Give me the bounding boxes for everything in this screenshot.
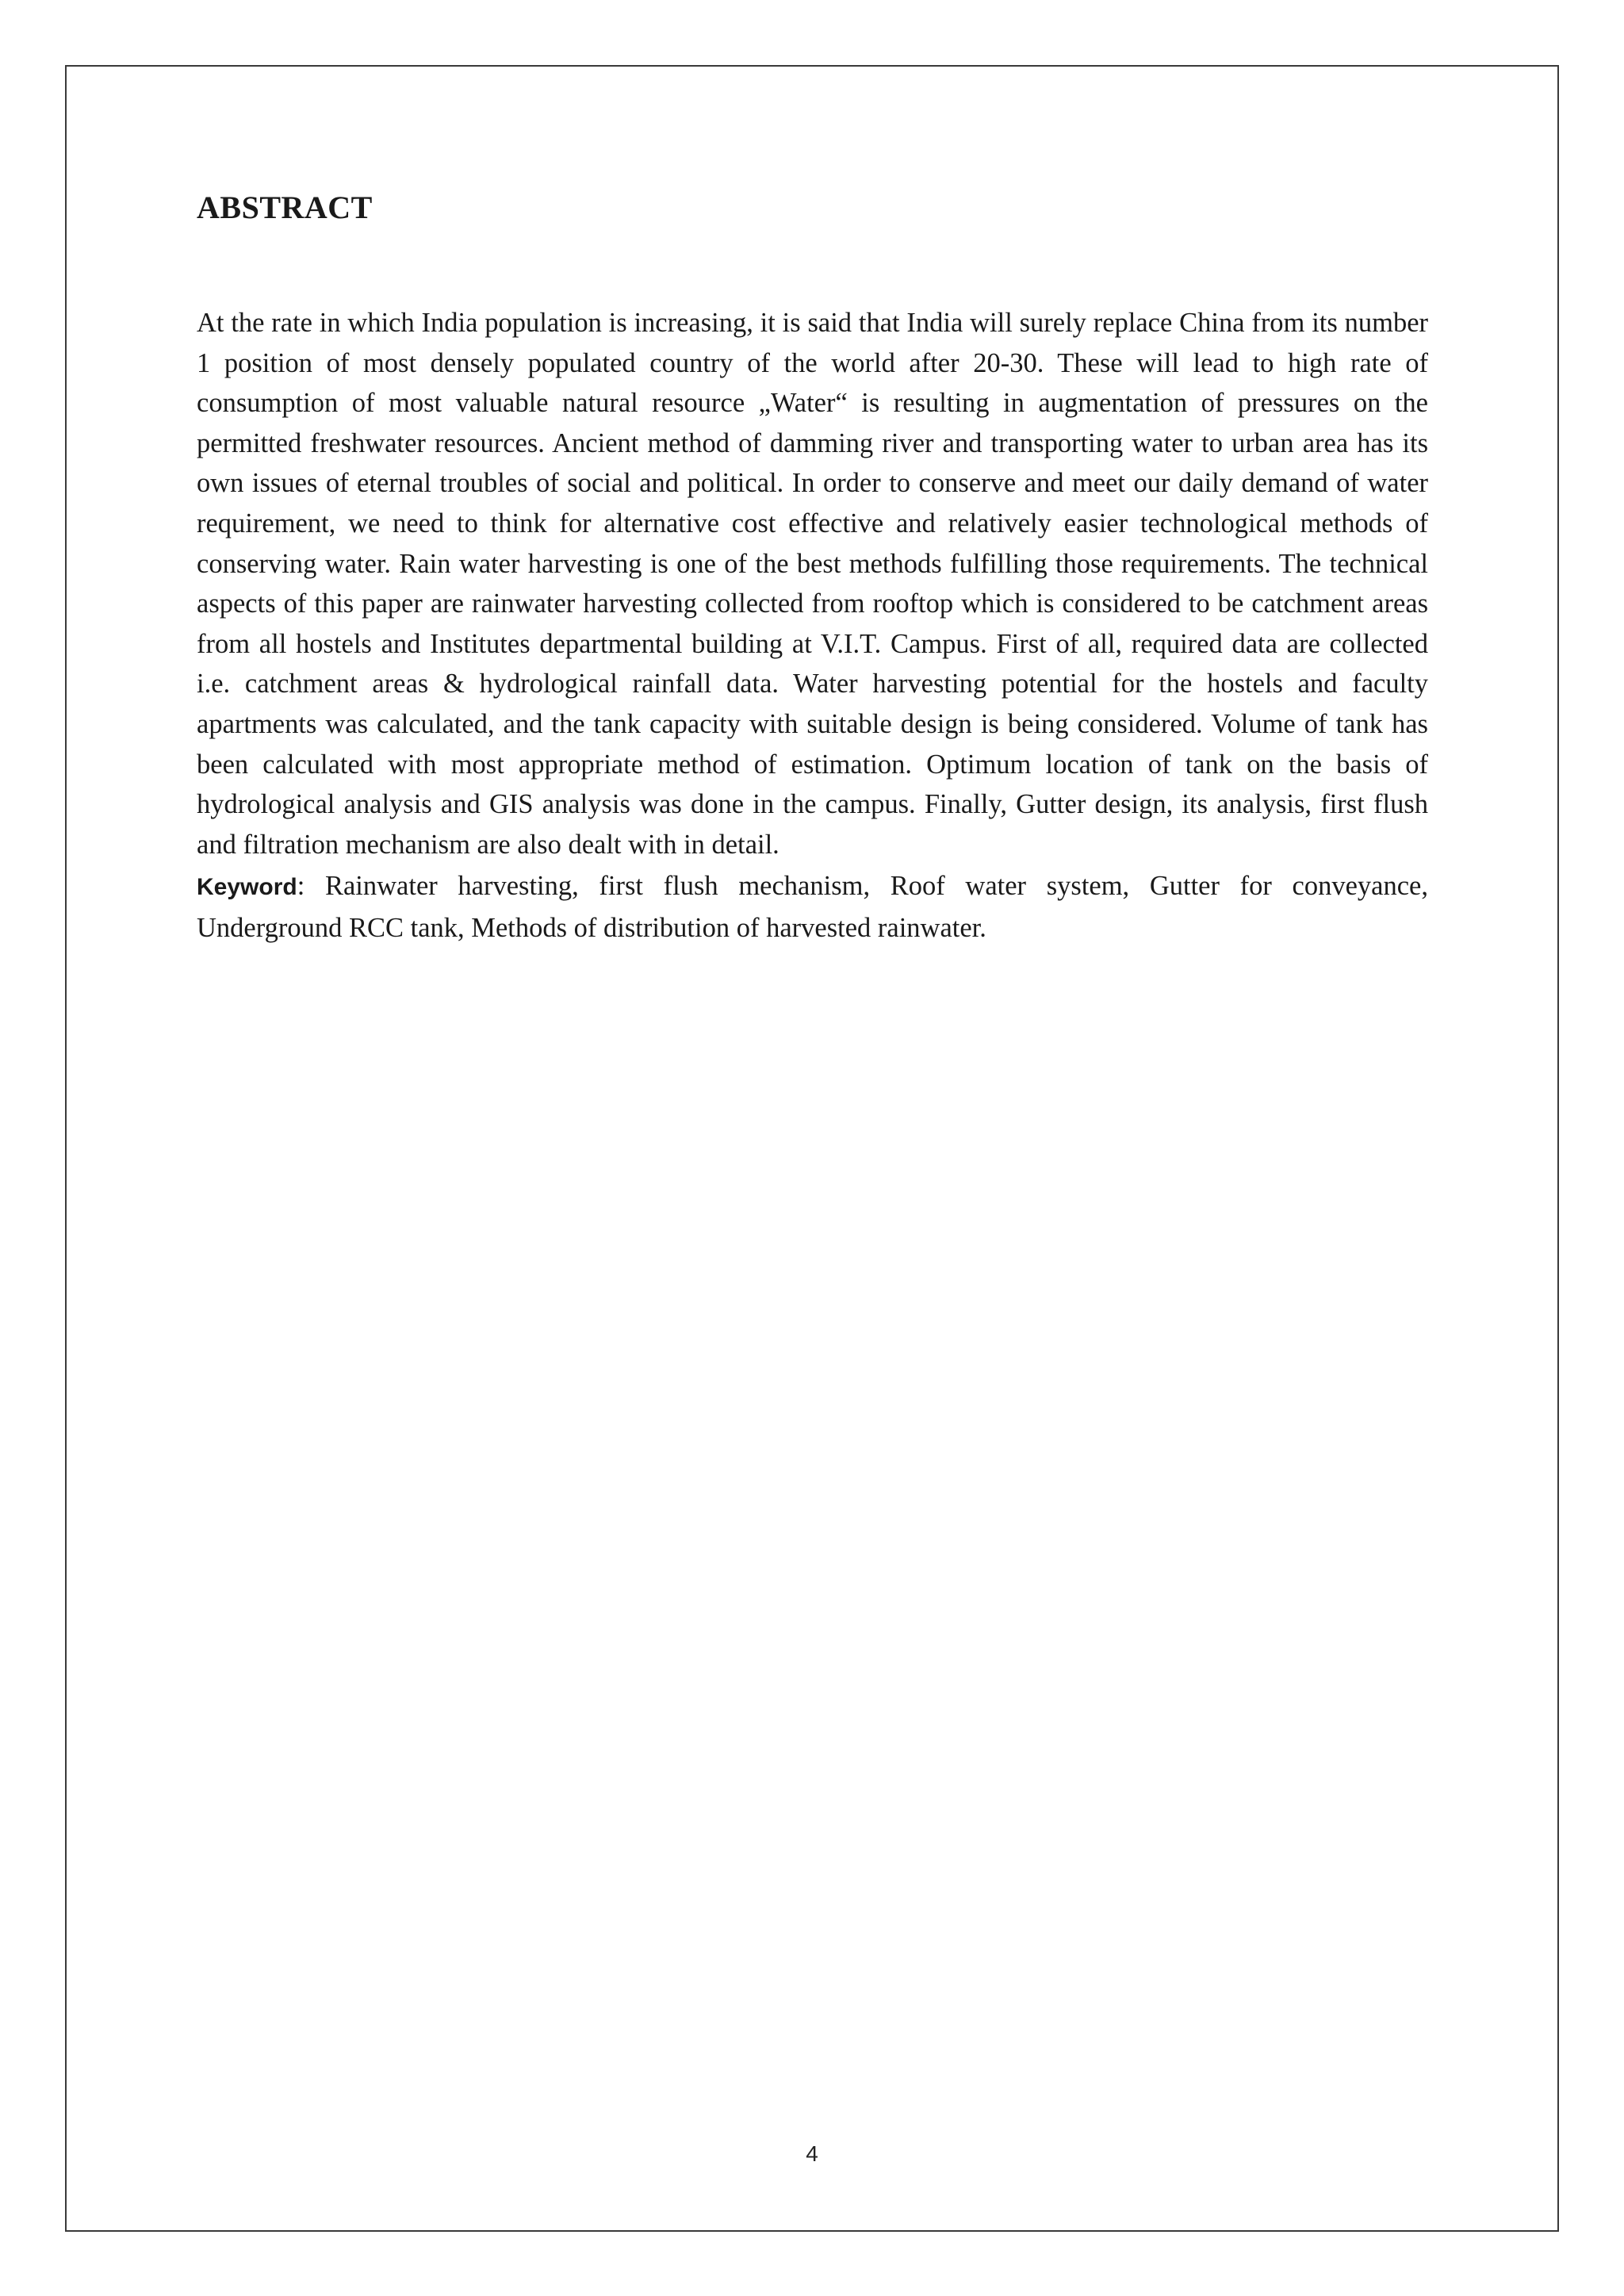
abstract-heading: ABSTRACT xyxy=(197,190,373,225)
page-number: 4 xyxy=(806,2141,818,2166)
keyword-line xyxy=(197,866,1428,948)
keyword-list: Rainwater harvesting, first flush mechanism, Roof water system, Gutter for conveyance, Underground RCC tank, Methods of distribution of harvested rainwater. xyxy=(197,871,1428,943)
keyword-label: Keyword xyxy=(197,874,297,900)
keyword-separator: : xyxy=(297,871,305,901)
abstract-paragraph: At the rate in which India population is increasing, it is said that India will surely replace China from its number 1 position of most densely populated country of the world after 20-30. These will lead to high rate of consumption of most valuable natural resource „Water“ is resulting in augmentation of pressures on the permitted freshwater resources. Ancient method of damming river and transporting water to urban area has its own issues of eternal troubles of social and political. In order to conserve and meet our daily demand of water requirement, we need to think for alternative cost effective and relatively easier technological methods of conserving water. Rain water harvesting is one of the best methods fulfilling those requirements. The technical aspects of this paper are rainwater harvesting collected from rooftop which is considered to be catchment areas from all hostels and Institutes departmental building at V.I.T. Campus. First of all, required data are collected i.e. catchment areas & hydrological rainfall data. Water harvesting potential for the hostels and faculty apartments was calculated, and the tank capacity with suitable design is being considered. Volume of tank has been calculated with most appropriate method of estimation. Optimum location of tank on the basis of hydrological analysis and GIS analysis was done in the campus. Finally, Gutter design, its analysis, first flush and filtration mechanism are also dealt with in detail. xyxy=(197,308,1428,860)
